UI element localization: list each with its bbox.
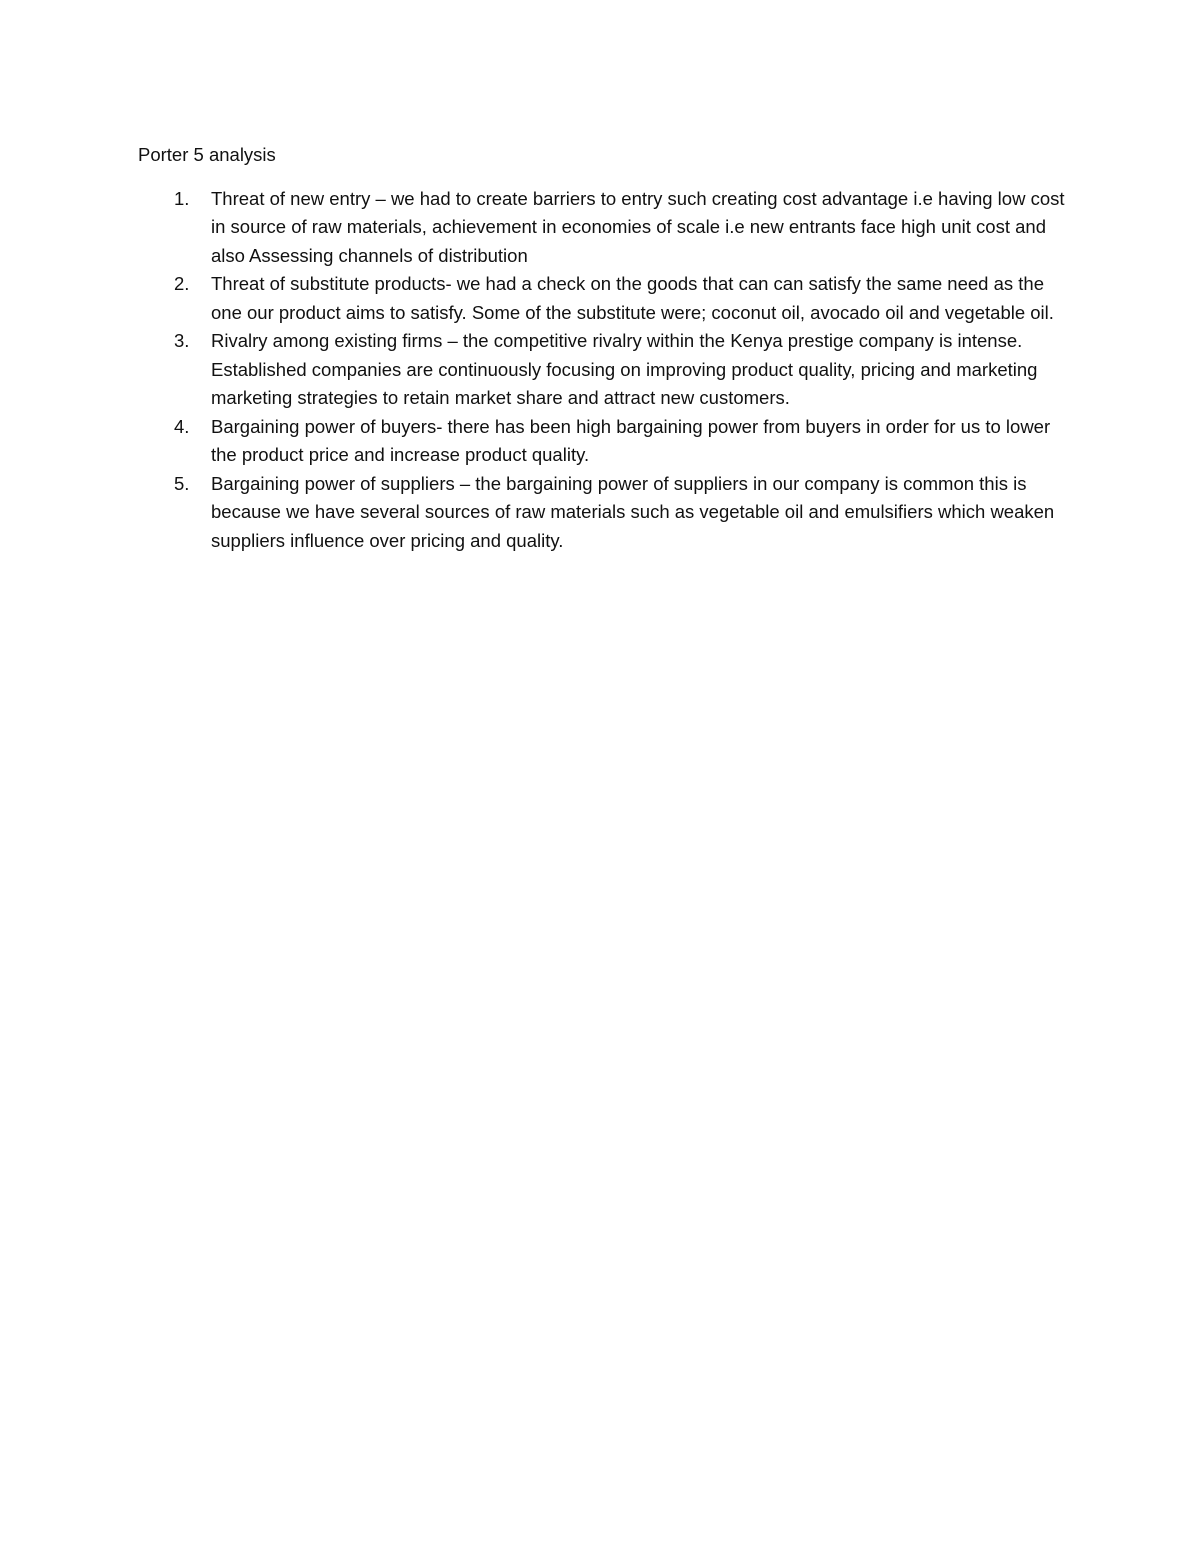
- list-item-rivalry: [138, 327, 1068, 413]
- list-item-number: 4.: [174, 415, 190, 437]
- list-item-supplier-power: [138, 470, 1068, 556]
- list-item-text: Bargaining power of suppliers – the bargaining power of suppliers in our company is common this is because we have several sources of raw materials such as vegetable oil and emulsifiers which weaken suppliers influence over pricing and quality.: [211, 472, 1055, 551]
- list-item-number: 2.: [174, 273, 190, 294]
- document-body: [138, 141, 1068, 555]
- list-item-text: Rivalry among existing firms – the competitive rivalry within the Kenya prestige company is intense. Established companies are continuously focusing on improving product quality, pricing and marketing marketing strategies to retain market share and attract new customers.: [211, 330, 1038, 408]
- list-item-number: 1.: [174, 187, 190, 209]
- list-item-number: 5.: [174, 472, 190, 494]
- document-title: Porter 5 analysis: [138, 144, 276, 165]
- list-item-text: Bargaining power of buyers- there has been high bargaining power from buyers in order for us to lower the product price and increase product quality.: [211, 415, 1051, 465]
- list-item-number: 3.: [174, 330, 190, 351]
- list-item-threat-of-new-entry: [138, 185, 1068, 271]
- list-item-text: Threat of substitute products- we had a check on the goods that can can satisfy the same need as the one our product aims to satisfy. Some of the substitute were; coconut oil, avocado oil and vegetable oil.: [211, 273, 1054, 323]
- list-item-threat-of-substitutes: [138, 270, 1068, 327]
- list-item-buyer-power: [138, 413, 1068, 470]
- list-item-text: Threat of new entry – we had to create barriers to entry such creating cost advantage i.e having low cost in source of raw materials, achievement in economies of scale i.e new entrants face high unit cost and also Assessing channels of distribution: [211, 187, 1065, 266]
- porter-forces-list: [138, 185, 1068, 556]
